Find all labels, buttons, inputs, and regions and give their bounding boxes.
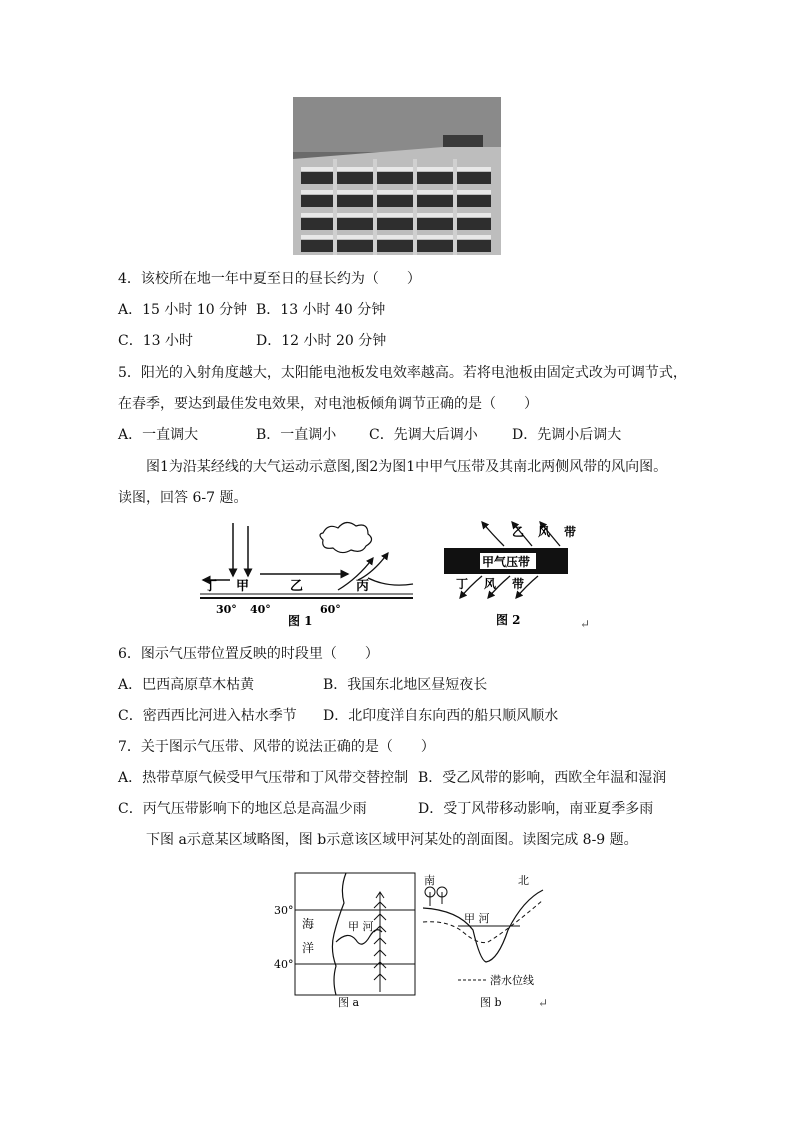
q5-option-b: B．一直调小 (256, 427, 337, 443)
fig1-caption: 图 1 (288, 614, 313, 628)
fig2-top-label-dai: 带 (564, 525, 577, 539)
return-mark-1: ↵ (580, 617, 591, 631)
q4-stem: 4．该校所在地一年中夏至日的昼长约为（ ） (118, 271, 421, 287)
q5-option-d: D．先调小后调大 (512, 427, 622, 443)
q7-option-b: B．受乙风带的影响，西欧全年温和湿润 (418, 770, 667, 786)
q7-option-c: C．丙气压带影响下的地区总是高温少雨 (118, 801, 367, 817)
fig2-center-label: 甲气压带 (482, 555, 531, 569)
figb-south-label: 南 (424, 874, 435, 887)
q6-option-a: A．巴西高原草木枯黄 (118, 677, 255, 693)
figb-legend-label: 潜水位线 (490, 974, 534, 987)
fig1-lat-40: 40° (250, 603, 271, 616)
q4-option-c: C．13 小时 (118, 333, 193, 349)
figa-river-label: 甲 河 (348, 920, 374, 933)
q5-stem-line1: 5．阳光的入射角度越大，太阳能电池板发电效率越高。若将电池板由固定式改为可调节式， (118, 365, 687, 381)
q7-option-d: D．受丁风带移动影响，南亚夏季多雨 (418, 801, 654, 817)
q5-option-c: C．先调大后调小 (369, 427, 478, 443)
figure-2-wind-direction (442, 514, 592, 630)
q6-option-b: B．我国东北地区昼短夜长 (323, 677, 488, 693)
figb-river-label: 甲 河 (464, 912, 490, 925)
figa-lat-40: 40° (274, 958, 294, 971)
fig1-lat-60: 60° (320, 603, 341, 616)
q4-option-a: A．15 小时 10 分钟 (118, 302, 248, 318)
figure-1-atmospheric-circulation (198, 518, 418, 630)
figure-a-regional-map (270, 868, 420, 1008)
figa-ocean-label: 洋 (302, 941, 315, 955)
fig2-top-label-feng: 风 (538, 525, 551, 539)
figure-b-river-profile (418, 870, 553, 1008)
fig2-bottom-label-dai: 带 (512, 577, 525, 591)
fig2-bottom-label-feng: 风 (484, 577, 497, 591)
figa-caption: 图 a (338, 996, 360, 1008)
q6-option-d: D．北印度洋自东向西的船只顺风顺水 (323, 708, 559, 724)
return-mark-2: ↵ (538, 996, 549, 1010)
figb-caption: 图 b (480, 996, 502, 1008)
q5-stem-line2: 在春季，要达到最佳发电效果，对电池板倾角调节正确的是（ ） (118, 396, 538, 412)
school-building-photo (293, 97, 501, 255)
q5-option-a: A．一直调大 (118, 427, 199, 443)
fig1-label-jia: 甲 (236, 579, 250, 594)
fig1-label-bing: 丙 (356, 579, 370, 594)
figb-north-label: 北 (518, 874, 529, 887)
q4-option-d: D．12 小时 20 分钟 (256, 333, 387, 349)
intro-6-7-line2: 读图，回答 6-7 题。 (118, 490, 248, 506)
q7-stem: 7．关于图示气压带、风带的说法正确的是（ ） (118, 739, 435, 755)
figa-sea-label: 海 (302, 917, 315, 931)
fig1-label-ding: 丁 (204, 579, 218, 594)
q7-option-a: A．热带草原气候受甲气压带和丁风带交替控制 (118, 770, 409, 786)
figa-lat-30: 30° (274, 904, 294, 917)
fig2-bottom-label-ding: 丁 (456, 577, 469, 591)
fig1-label-yi: 乙 (290, 579, 304, 594)
fig1-lat-30: 30° (216, 603, 237, 616)
intro-6-7-line1: 图1为沿某经线的大气运动示意图,图2为图1中甲气压带及其南北两侧风带的风向图。 (146, 459, 668, 475)
q6-stem: 6．图示气压带位置反映的时段里（ ） (118, 646, 379, 662)
q6-option-c: C．密西西比河进入枯水季节 (118, 708, 297, 724)
q4-option-b: B．13 小时 40 分钟 (256, 302, 386, 318)
intro-8-9: 下图 a示意某区域略图，图 b示意该区域甲河某处的剖面图。读图完成 8-9 题。 (146, 832, 638, 848)
fig2-caption: 图 2 (496, 613, 521, 627)
fig2-top-label-yi: 乙 (512, 525, 525, 539)
